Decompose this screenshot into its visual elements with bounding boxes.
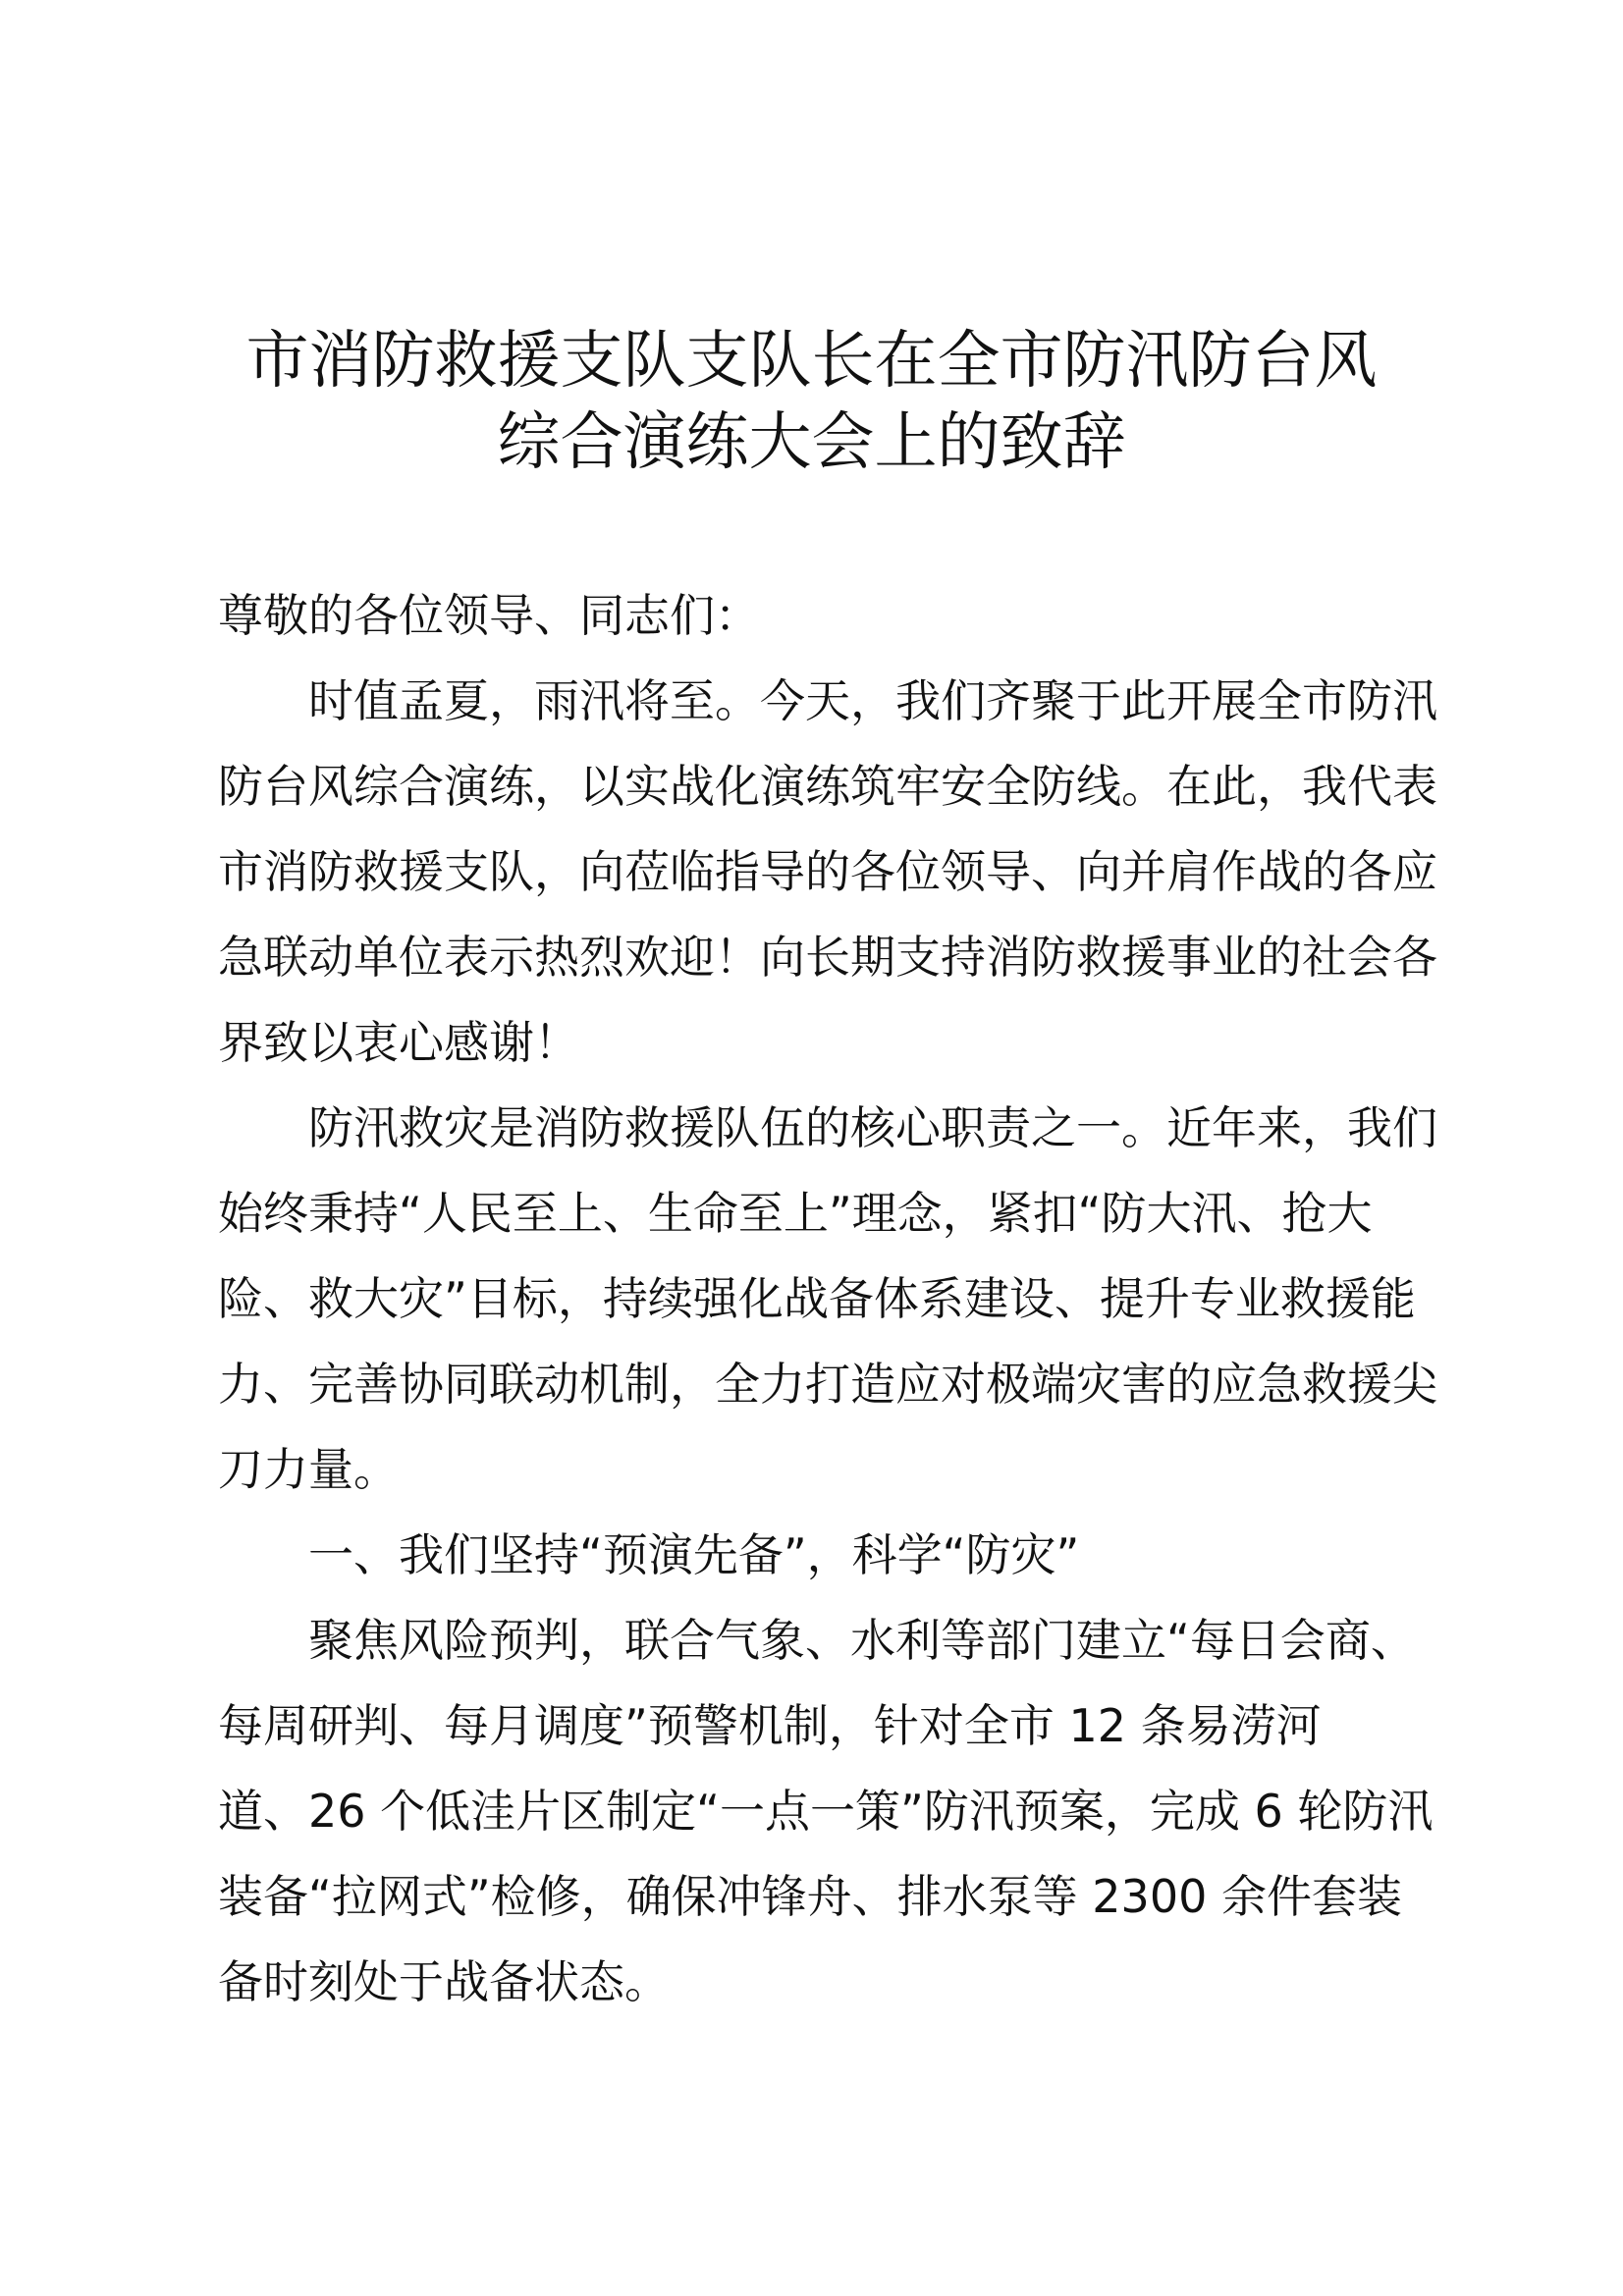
paragraph-2-line: 刀力量。	[218, 1443, 399, 1496]
paragraph-1-line: 急联动单位表示热烈欢迎！向长期支持消防救援事业的社会各	[218, 931, 1437, 984]
document-body	[218, 573, 1435, 2025]
salutation: 尊敬的各位领导、同志们：	[218, 589, 760, 642]
document-title-line-1: 市消防救援支队支队长在全市防汛防台风	[245, 325, 1378, 398]
paragraph-2-line: 防汛救灾是消防救援队伍的核心职责之一。近年来，我们	[308, 1101, 1437, 1154]
paragraph-3-line: 装备“拉网式”检修，确保冲锋舟、排水泵等 2300 余件套装	[218, 1870, 1402, 1923]
paragraph-3-line: 道、26 个低洼片区制定“一点一策”防汛预案，完成 6 轮防汛	[218, 1785, 1434, 1838]
paragraph-3-line: 聚焦风险预判，联合气象、水利等部门建立“每日会商、	[308, 1614, 1416, 1667]
paragraph-3-line: 备时刻处于战备状态。	[218, 1955, 670, 2008]
paragraph-3-line: 每周研判、每月调度”预警机制，针对全市 12 条易涝河	[218, 1699, 1322, 1752]
paragraph-1-line: 界致以衷心感谢！	[218, 1016, 579, 1069]
paragraph-2-line: 力、完善协同联动机制，全力打造应对极端灾害的应急救援尖	[218, 1358, 1437, 1411]
paragraph-2-line: 险、救大灾”目标，持续强化战备体系建设、提升专业救援能	[218, 1272, 1416, 1325]
section-heading-1: 一、我们坚持“预演先备”，科学“防灾”	[308, 1528, 1080, 1581]
paragraph-1-line: 时值孟夏，雨汛将至。今天，我们齐聚于此开展全市防汛	[308, 674, 1437, 727]
document-title-line-2: 综合演练大会上的致辞	[497, 406, 1126, 479]
paragraph-1-line: 防台风综合演练，以实战化演练筑牢安全防线。在此，我代表	[218, 760, 1437, 813]
paragraph-1-line: 市消防救援支队，向莅临指导的各位领导、向并肩作战的各应	[218, 845, 1437, 898]
paragraph-2-line: 始终秉持“人民至上、生命至上”理念，紧扣“防大汛、抢大	[218, 1187, 1373, 1240]
